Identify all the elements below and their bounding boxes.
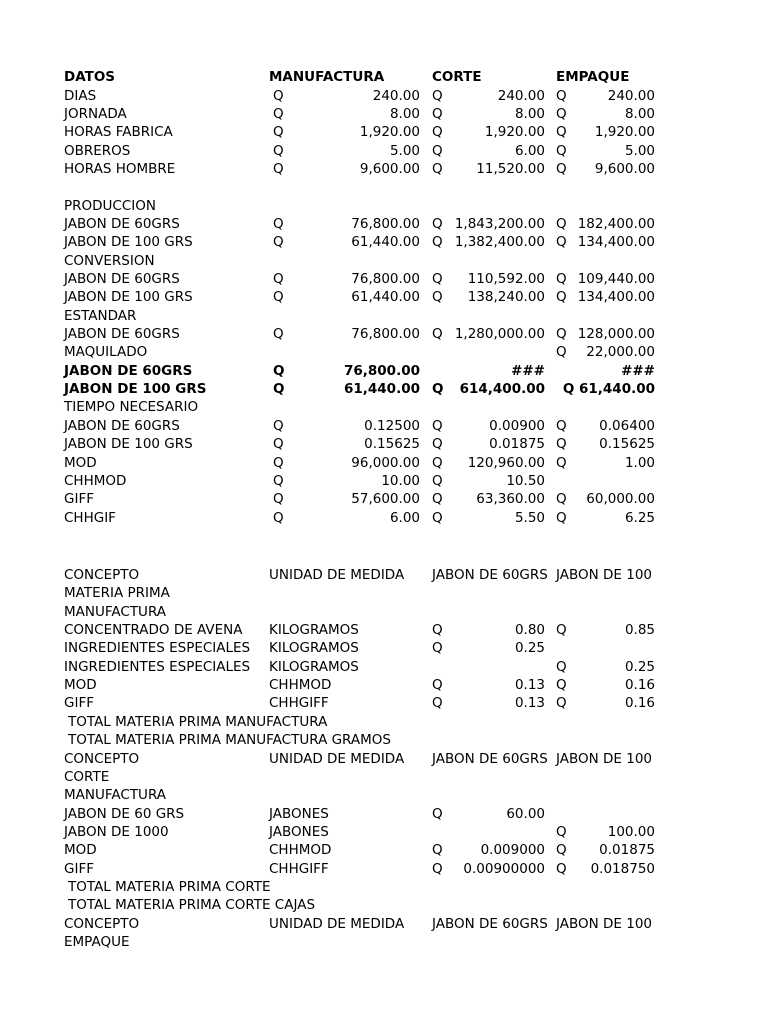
currency-symbol: Q — [432, 105, 443, 122]
currency-symbol: Q — [273, 381, 285, 398]
row-label: GIFF — [64, 695, 94, 712]
currency-symbol: Q — [273, 215, 284, 232]
row-label: MOD — [64, 842, 97, 859]
jabon-60-value: 0.25 — [514, 640, 545, 657]
table-row — [0, 639, 768, 657]
empaque-value: ### — [621, 362, 655, 379]
empaque-value: 8.00 — [624, 105, 655, 122]
corte-value: 10.50 — [506, 472, 545, 489]
table-row — [0, 472, 768, 490]
column-header: JABON DE 60GRS — [432, 915, 548, 932]
table-row — [0, 288, 768, 306]
table-row — [0, 896, 768, 914]
table-row — [0, 105, 768, 123]
unit-of-measure: CHHMOD — [269, 842, 332, 859]
row-label: HORAS HOMBRE — [64, 160, 176, 177]
currency-symbol: Q — [432, 805, 443, 822]
jabon-100-value: 0.018750 — [590, 860, 655, 877]
currency-symbol: Q — [432, 622, 443, 639]
currency-symbol: Q — [556, 417, 567, 434]
manufactura-value: 240.00 — [372, 87, 420, 104]
currency-symbol: Q — [432, 124, 443, 141]
column-header: JABON DE 60GRS — [432, 750, 548, 767]
currency-symbol: Q — [273, 124, 284, 141]
manufactura-value: 76,800.00 — [351, 215, 420, 232]
empaque-value: 6.25 — [624, 509, 655, 526]
column-header: JABON DE 100 — [556, 750, 653, 767]
table-row — [0, 490, 768, 508]
currency-symbol: Q — [273, 436, 284, 453]
currency-symbol: Q — [273, 234, 284, 251]
row-label: ESTANDAR — [64, 307, 137, 324]
currency-symbol: Q — [432, 695, 443, 712]
row-label: JABON DE 60GRS — [64, 417, 180, 434]
currency-symbol: Q — [273, 289, 284, 306]
currency-symbol: Q — [556, 658, 567, 675]
column-header: JABON DE 100 — [556, 567, 653, 583]
table-row — [0, 860, 768, 878]
manufactura-value: 61,440.00 — [351, 234, 420, 251]
corte-value: 0.00900 — [489, 417, 545, 434]
table-row — [0, 841, 768, 859]
corte-value: 1,280,000.00 — [454, 326, 545, 343]
manufactura-value: 8.00 — [389, 105, 420, 122]
row-label: MAQUILADO — [64, 344, 148, 361]
currency-symbol: Q — [273, 509, 284, 526]
currency-symbol: Q — [432, 417, 443, 434]
currency-symbol: Q — [432, 509, 443, 526]
table-row — [0, 566, 768, 584]
total-label: TOTAL MATERIA PRIMA MANUFACTURA GRAMOS — [68, 732, 391, 749]
currency-symbol: Q — [432, 289, 443, 306]
row-label: CHHGIF — [64, 509, 116, 526]
currency-symbol: Q — [556, 454, 567, 471]
table-row — [0, 380, 768, 398]
empaque-value: 240.00 — [607, 87, 655, 104]
empaque-value: 134,400.00 — [577, 234, 655, 251]
unit-of-measure: UNIDAD DE MEDIDA — [269, 915, 405, 932]
unit-of-measure: JABONES — [269, 823, 329, 840]
unit-of-measure: CHHMOD — [269, 677, 332, 694]
row-label: GIFF — [64, 491, 94, 508]
currency-symbol: Q — [432, 215, 443, 232]
currency-symbol: Q — [432, 271, 443, 287]
manufactura-value: 0.15625 — [364, 436, 420, 453]
currency-symbol: Q — [556, 271, 567, 287]
currency-symbol: Q — [556, 344, 567, 361]
empaque-value: 0.06400 — [599, 417, 655, 434]
currency-symbol: Q — [273, 362, 285, 379]
unit-of-measure: CHHGIFF — [269, 695, 329, 712]
table-row — [0, 750, 768, 768]
jabon-60-value: 0.80 — [514, 622, 545, 639]
row-label: DIAS — [64, 87, 97, 104]
table-row — [0, 676, 768, 694]
corte-value: 0.01875 — [489, 436, 545, 453]
currency-symbol: Q — [432, 160, 443, 177]
manufactura-value: 9,600.00 — [359, 160, 420, 177]
table-row — [0, 307, 768, 325]
header-empaque: EMPAQUE — [556, 69, 630, 85]
currency-symbol: Q — [556, 87, 567, 104]
currency-symbol: Q — [556, 142, 567, 159]
row-label: MANUFACTURA — [64, 787, 167, 804]
row-label: JABON DE 100 GRS — [64, 234, 193, 251]
corte-value: 110,592.00 — [467, 271, 545, 287]
corte-value: 8.00 — [514, 105, 545, 122]
table-row — [0, 454, 768, 472]
currency-symbol: Q — [273, 454, 284, 471]
table-row — [0, 603, 768, 621]
currency-symbol: Q — [432, 381, 444, 398]
manufactura-value: 0.12500 — [364, 417, 420, 434]
table-row — [0, 197, 768, 215]
table-row — [0, 215, 768, 233]
table-row — [0, 731, 768, 749]
empaque-value: 1,920.00 — [594, 124, 655, 141]
currency-symbol: Q — [273, 417, 284, 434]
header-manufactura: MANUFACTURA — [269, 69, 385, 85]
table-row — [0, 123, 768, 141]
empaque-value: 60,000.00 — [586, 491, 655, 508]
currency-symbol: Q — [432, 640, 443, 657]
currency-symbol: Q — [556, 491, 567, 508]
table-row — [0, 621, 768, 639]
currency-symbol: Q — [432, 234, 443, 251]
jabon-60-value: 0.13 — [514, 695, 545, 712]
manufactura-value: 76,800.00 — [351, 271, 420, 287]
manufactura-value: 5.00 — [389, 142, 420, 159]
currency-symbol: Q — [273, 142, 284, 159]
corte-value: 1,382,400.00 — [454, 234, 545, 251]
currency-symbol: Q — [556, 823, 567, 840]
manufactura-value: 76,800.00 — [351, 326, 420, 343]
table-row — [0, 343, 768, 361]
manufactura-value: 61,440.00 — [351, 289, 420, 306]
jabon-100-value: 100.00 — [607, 823, 655, 840]
row-label: JABON DE 60GRS — [64, 215, 180, 232]
row-label: HORAS FABRICA — [64, 124, 173, 141]
jabon-100-value: 0.16 — [624, 695, 655, 712]
row-label: EMPAQUE — [64, 934, 130, 950]
table-row — [0, 252, 768, 270]
row-label: MOD — [64, 454, 97, 471]
row-label: TIEMPO NECESARIO — [64, 399, 199, 416]
table-row — [0, 658, 768, 676]
currency-symbol: Q — [432, 142, 443, 159]
table-row — [0, 915, 768, 933]
row-label: MANUFACTURA — [64, 603, 167, 620]
currency-symbol: Q — [432, 87, 443, 104]
currency-symbol: Q — [556, 842, 567, 859]
unit-of-measure: UNIDAD DE MEDIDA — [269, 750, 405, 767]
row-label: PRODUCCION — [64, 197, 156, 214]
currency-symbol: Q — [273, 491, 284, 508]
table-row — [0, 509, 768, 527]
empaque-value: 0.15625 — [599, 436, 655, 453]
currency-symbol: Q — [273, 105, 284, 122]
jabon-60-value: 0.009000 — [480, 842, 545, 859]
currency-symbol: Q — [556, 234, 567, 251]
table-row — [0, 325, 768, 343]
jabon-100-value: 0.16 — [624, 677, 655, 694]
currency-symbol: Q — [273, 87, 284, 104]
row-label: INGREDIENTES ESPECIALES — [64, 658, 251, 675]
empaque-value: 182,400.00 — [577, 215, 655, 232]
row-label: JABON DE 100 GRS — [64, 381, 207, 398]
manufactura-value: 6.00 — [389, 509, 420, 526]
row-label: JABON DE 60GRS — [64, 326, 180, 343]
corte-value: 240.00 — [497, 87, 545, 104]
currency-symbol: Q — [556, 289, 567, 306]
manufactura-value: 96,000.00 — [351, 454, 420, 471]
currency-symbol: Q — [556, 860, 567, 877]
unit-of-measure: KILOGRAMOS — [269, 658, 359, 675]
currency-symbol: Q — [273, 326, 284, 343]
empaque-value: 22,000.00 — [586, 344, 655, 361]
currency-symbol: Q — [556, 124, 567, 141]
table-row — [0, 933, 768, 951]
table-row — [0, 435, 768, 453]
manufactura-value: 1,920.00 — [359, 124, 420, 141]
table-row — [0, 417, 768, 435]
jabon-100-value: 0.85 — [624, 622, 655, 639]
corte-value: 1,920.00 — [484, 124, 545, 141]
table-row — [0, 233, 768, 251]
row-label: CHHMOD — [64, 472, 127, 489]
currency-symbol: Q — [432, 842, 443, 859]
row-label: JABON DE 100 GRS — [64, 289, 193, 306]
currency-symbol: Q — [556, 105, 567, 122]
table-row — [0, 142, 768, 160]
row-label: CORTE — [64, 768, 110, 785]
currency-symbol: Q — [556, 326, 567, 343]
row-label: OBREROS — [64, 142, 131, 159]
manufactura-value: 76,800.00 — [343, 362, 420, 379]
header-corte: CORTE — [432, 69, 482, 85]
table-row — [0, 160, 768, 178]
column-header: JABON DE 60GRS — [432, 567, 548, 583]
manufactura-value: 57,600.00 — [351, 491, 420, 508]
table-row — [0, 878, 768, 896]
table-row — [0, 584, 768, 602]
row-label: MATERIA PRIMA — [64, 585, 170, 602]
corte-value: 63,360.00 — [476, 491, 545, 508]
table-row — [0, 786, 768, 804]
corte-value: 138,240.00 — [467, 289, 545, 306]
row-label: JABON DE 60GRS — [64, 271, 180, 287]
table-row — [0, 823, 768, 841]
jabon-60-value: 0.00900000 — [463, 860, 545, 877]
table-row — [0, 362, 768, 380]
currency-symbol: Q — [556, 695, 567, 712]
row-label: JABON DE 60GRS — [64, 362, 193, 379]
corte-value: 1,843,200.00 — [454, 215, 545, 232]
row-label: JABON DE 100 GRS — [64, 436, 193, 453]
currency-symbol: Q — [273, 472, 284, 489]
table-row — [0, 694, 768, 712]
row-label: CONCEPTO — [64, 567, 140, 583]
empaque-value: Q 61,440.00 — [562, 381, 655, 398]
currency-symbol: Q — [432, 326, 443, 343]
unit-of-measure: JABONES — [269, 805, 329, 822]
unit-of-measure: UNIDAD DE MEDIDA — [269, 567, 405, 583]
jabon-100-value: 0.01875 — [599, 842, 655, 859]
table-row — [0, 87, 768, 105]
manufactura-value: 61,440.00 — [343, 381, 420, 398]
row-label: JABON DE 60 GRS — [64, 805, 185, 822]
total-label: TOTAL MATERIA PRIMA MANUFACTURA — [68, 713, 328, 730]
currency-symbol: Q — [556, 622, 567, 639]
currency-symbol: Q — [432, 472, 443, 489]
corte-value: 120,960.00 — [467, 454, 545, 471]
corte-value: 11,520.00 — [476, 160, 545, 177]
corte-value: 6.00 — [514, 142, 545, 159]
row-label: MOD — [64, 677, 97, 694]
currency-symbol: Q — [556, 677, 567, 694]
currency-symbol: Q — [556, 509, 567, 526]
jabon-60-value: 0.13 — [514, 677, 545, 694]
row-label: GIFF — [64, 860, 94, 877]
currency-symbol: Q — [273, 160, 284, 177]
column-header: JABON DE 100 — [556, 915, 653, 932]
row-label: CONCENTRADO DE AVENA — [64, 622, 243, 639]
total-label: TOTAL MATERIA PRIMA CORTE CAJAS — [68, 897, 316, 914]
currency-symbol: Q — [432, 436, 443, 453]
currency-symbol: Q — [556, 436, 567, 453]
manufactura-value: 10.00 — [381, 472, 420, 489]
unit-of-measure: KILOGRAMOS — [269, 640, 359, 657]
currency-symbol: Q — [432, 491, 443, 508]
row-label: CONCEPTO — [64, 915, 140, 932]
empaque-value: 9,600.00 — [594, 160, 655, 177]
table-row — [0, 398, 768, 416]
empaque-value: 5.00 — [624, 142, 655, 159]
corte-value: 5.50 — [514, 509, 545, 526]
row-label: JORNADA — [64, 105, 127, 122]
table-row — [0, 805, 768, 823]
empaque-value: 128,000.00 — [577, 326, 655, 343]
currency-symbol: Q — [432, 454, 443, 471]
currency-symbol: Q — [556, 160, 567, 177]
empaque-value: 109,440.00 — [577, 271, 655, 287]
currency-symbol: Q — [432, 677, 443, 694]
table-row — [0, 270, 768, 288]
header-row — [0, 68, 768, 86]
table-row — [0, 713, 768, 731]
empaque-value: 1.00 — [624, 454, 655, 471]
table-row — [0, 768, 768, 786]
jabon-60-value: 60.00 — [506, 805, 545, 822]
empaque-value: 134,400.00 — [577, 289, 655, 306]
row-label: JABON DE 1000 — [64, 823, 169, 840]
total-label: TOTAL MATERIA PRIMA CORTE — [68, 878, 271, 895]
unit-of-measure: KILOGRAMOS — [269, 622, 359, 639]
corte-value: 614,400.00 — [459, 381, 545, 398]
row-label: CONCEPTO — [64, 750, 140, 767]
unit-of-measure: CHHGIFF — [269, 860, 329, 877]
currency-symbol: Q — [273, 271, 284, 287]
corte-value: ### — [511, 362, 545, 379]
jabon-100-value: 0.25 — [624, 658, 655, 675]
currency-symbol: Q — [556, 215, 567, 232]
header-datos: DATOS — [64, 69, 116, 85]
table-row — [0, 178, 768, 196]
row-label: INGREDIENTES ESPECIALES — [64, 640, 251, 657]
currency-symbol: Q — [432, 860, 443, 877]
row-label: CONVERSION — [64, 252, 155, 269]
